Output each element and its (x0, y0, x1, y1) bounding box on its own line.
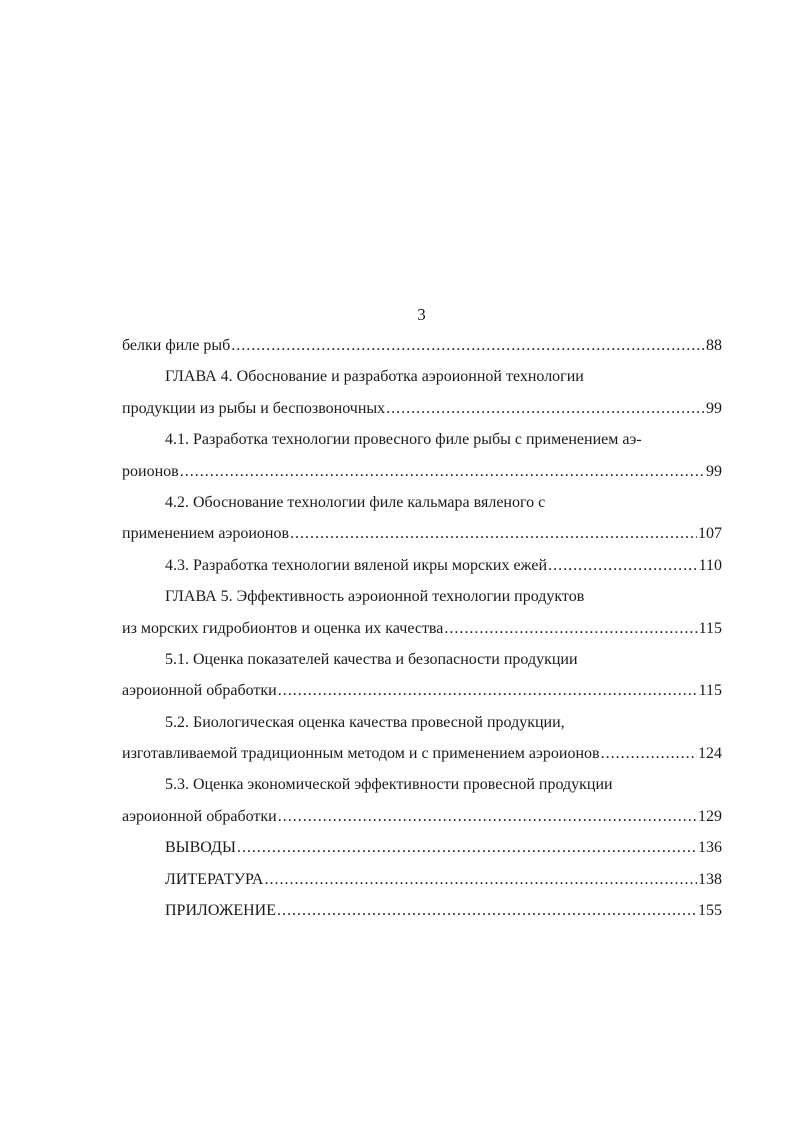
toc-entry-page: 136 (698, 839, 722, 857)
toc-entry (122, 361, 722, 392)
toc-leader-dots (231, 330, 705, 361)
toc-entry (122, 801, 722, 832)
toc-entry-text: изготавливаемой традиционным методом и с применением аэроионов (122, 745, 600, 763)
toc-leader-dots (548, 550, 698, 581)
toc-entry-text: ВЫВОДЫ (165, 839, 236, 857)
toc-entry-page: 155 (698, 902, 722, 920)
toc-entry (122, 393, 722, 424)
toc-entry-text: 5.1. Оценка показателей качества и безопасности продукции (165, 650, 578, 668)
toc-entry-page: 99 (706, 399, 722, 417)
toc-entry-page: 110 (698, 556, 722, 574)
toc-entry-page: 115 (698, 682, 722, 700)
toc-entry-text: ГЛАВА 5. Эффективность аэроионной технологии продуктов (165, 588, 585, 606)
toc-entry (122, 424, 722, 455)
toc-entry (122, 644, 722, 675)
toc-entry-text: ПРИЛОЖЕНИЕ (165, 902, 277, 920)
toc-entry-text: роионов (122, 462, 179, 480)
toc-entry-page: 124 (698, 745, 722, 763)
toc-entry-text: 4.1. Разработка технологии провесного филе рыбы с применением аэ- (165, 431, 642, 449)
toc-entry (122, 895, 722, 926)
toc-leader-dots (278, 675, 698, 706)
toc-leader-dots (277, 895, 697, 926)
toc-entry (122, 330, 722, 361)
toc-leader-dots (237, 832, 697, 863)
toc-entry (122, 832, 722, 863)
toc-leader-dots (290, 518, 697, 549)
table-of-contents (122, 330, 722, 926)
toc-entry-text: 5.2. Биологическая оценка качества провесной продукции, (165, 713, 565, 731)
toc-leader-dots (601, 738, 697, 769)
toc-entry-text: аэроионной обработки (122, 682, 277, 700)
toc-entry-text: ЛИТЕРАТУРА (165, 870, 264, 888)
toc-entry-page: 115 (698, 619, 722, 637)
toc-entry-page: 138 (698, 870, 722, 888)
toc-entry-text: из морских гидробионтов и оценка их качества (122, 619, 444, 637)
toc-entry-page: 88 (706, 337, 722, 354)
toc-leader-dots (264, 864, 697, 895)
toc-entry (122, 864, 722, 895)
toc-entry-page: 99 (706, 462, 722, 480)
toc-entry-text: 4.2. Обоснование технологии филе кальмара вяленого с (165, 493, 546, 511)
toc-entry (122, 738, 722, 769)
toc-entry (122, 675, 722, 706)
toc-entry-text: белки филе рыб (122, 337, 231, 354)
toc-entry (122, 707, 722, 738)
toc-entry (122, 518, 722, 549)
toc-entry (122, 550, 722, 581)
toc-leader-dots (278, 801, 697, 832)
toc-entry-text: ГЛАВА 4. Обоснование и разработка аэроионной технологии (165, 368, 584, 386)
toc-entry-text: 5.3. Оценка экономической эффективности провесной продукции (165, 776, 613, 794)
toc-entry-text: продукции из рыбы и беспозвоночных (122, 399, 386, 417)
toc-leader-dots (180, 456, 705, 487)
toc-entry-text: 4.3. Разработка технологии вяленой икры морских ежей (165, 556, 548, 574)
toc-entry (122, 456, 722, 487)
toc-entry (122, 581, 722, 612)
toc-entry-page: 129 (698, 807, 722, 825)
toc-entry (122, 487, 722, 518)
toc-entry (122, 769, 722, 800)
toc-leader-dots (444, 613, 697, 644)
toc-entry (122, 613, 722, 644)
toc-leader-dots (386, 393, 705, 424)
page-number: 3 (417, 305, 426, 324)
toc-entry-page: 107 (698, 525, 722, 543)
toc-entry-text: применением аэроионов (122, 525, 290, 543)
toc-entry-text: аэроионной обработки (122, 807, 277, 825)
